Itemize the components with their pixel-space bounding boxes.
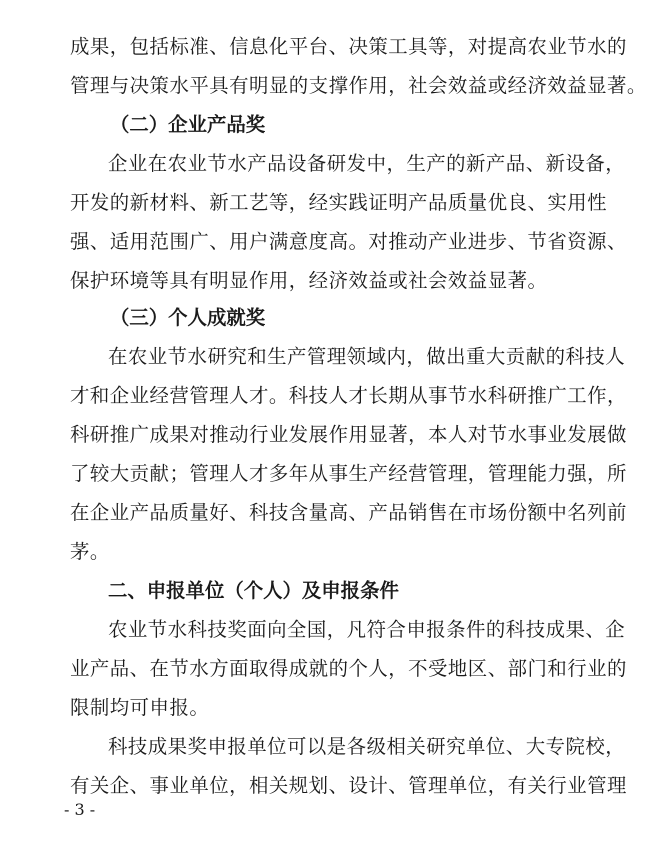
- section-heading: （三）个人成就奖: [110, 306, 266, 329]
- text-line: 企业在农业节水产品设备研发中，生产的新产品、新设备，: [108, 152, 626, 175]
- section-heading: （二）企业产品奖: [110, 113, 266, 136]
- text-line: 成果，包括标准、信息化平台、决策工具等，对提高农业节水的: [70, 35, 627, 58]
- text-line: 开发的新材料、新工艺等，经实践证明产品质量优良、实用性: [70, 191, 608, 214]
- text-line: 在农业节水研究和生产管理领域内，做出重大贡献的科技人: [108, 345, 626, 368]
- text-line: 茅。: [70, 540, 110, 563]
- text-line: 才和企业经营管理人才。科技人才长期从事节水科研推广工作，: [70, 384, 627, 407]
- chapter-heading: 二、申报单位（个人）及申报条件: [108, 579, 399, 602]
- text-line: 业产品、在节水方面取得成就的个人，不受地区、部门和行业的: [70, 657, 627, 680]
- text-line: 在企业产品质量好、科技含量高、产品销售在市场份额中名列前: [70, 501, 627, 524]
- text-line: 了较大贡献；管理人才多年从事生产经营管理，管理能力强，所: [70, 462, 627, 485]
- text-line: 科技成果奖申报单位可以是各级相关研究单位、大专院校，: [108, 735, 626, 758]
- text-line: 限制均可申报。: [70, 696, 210, 719]
- text-line: 农业节水科技奖面向全国，凡符合申报条件的科技成果、企: [108, 618, 626, 641]
- text-line: 强、适用范围广、用户满意度高。对推动产业进步、节省资源、: [70, 230, 627, 253]
- text-line: 管理与决策水平具有明显的支撑作用，社会效益或经济效益显著。: [70, 74, 647, 97]
- page-number: - 3 -: [64, 800, 96, 819]
- text-line: 有关企、事业单位，相关规划、设计、管理单位，有关行业管理: [70, 774, 627, 797]
- text-line: 科研推广成果对推动行业发展作用显著，本人对节水事业发展做: [70, 423, 627, 446]
- text-line: 保护环境等具有明显作用，经济效益或社会效益显著。: [70, 269, 548, 292]
